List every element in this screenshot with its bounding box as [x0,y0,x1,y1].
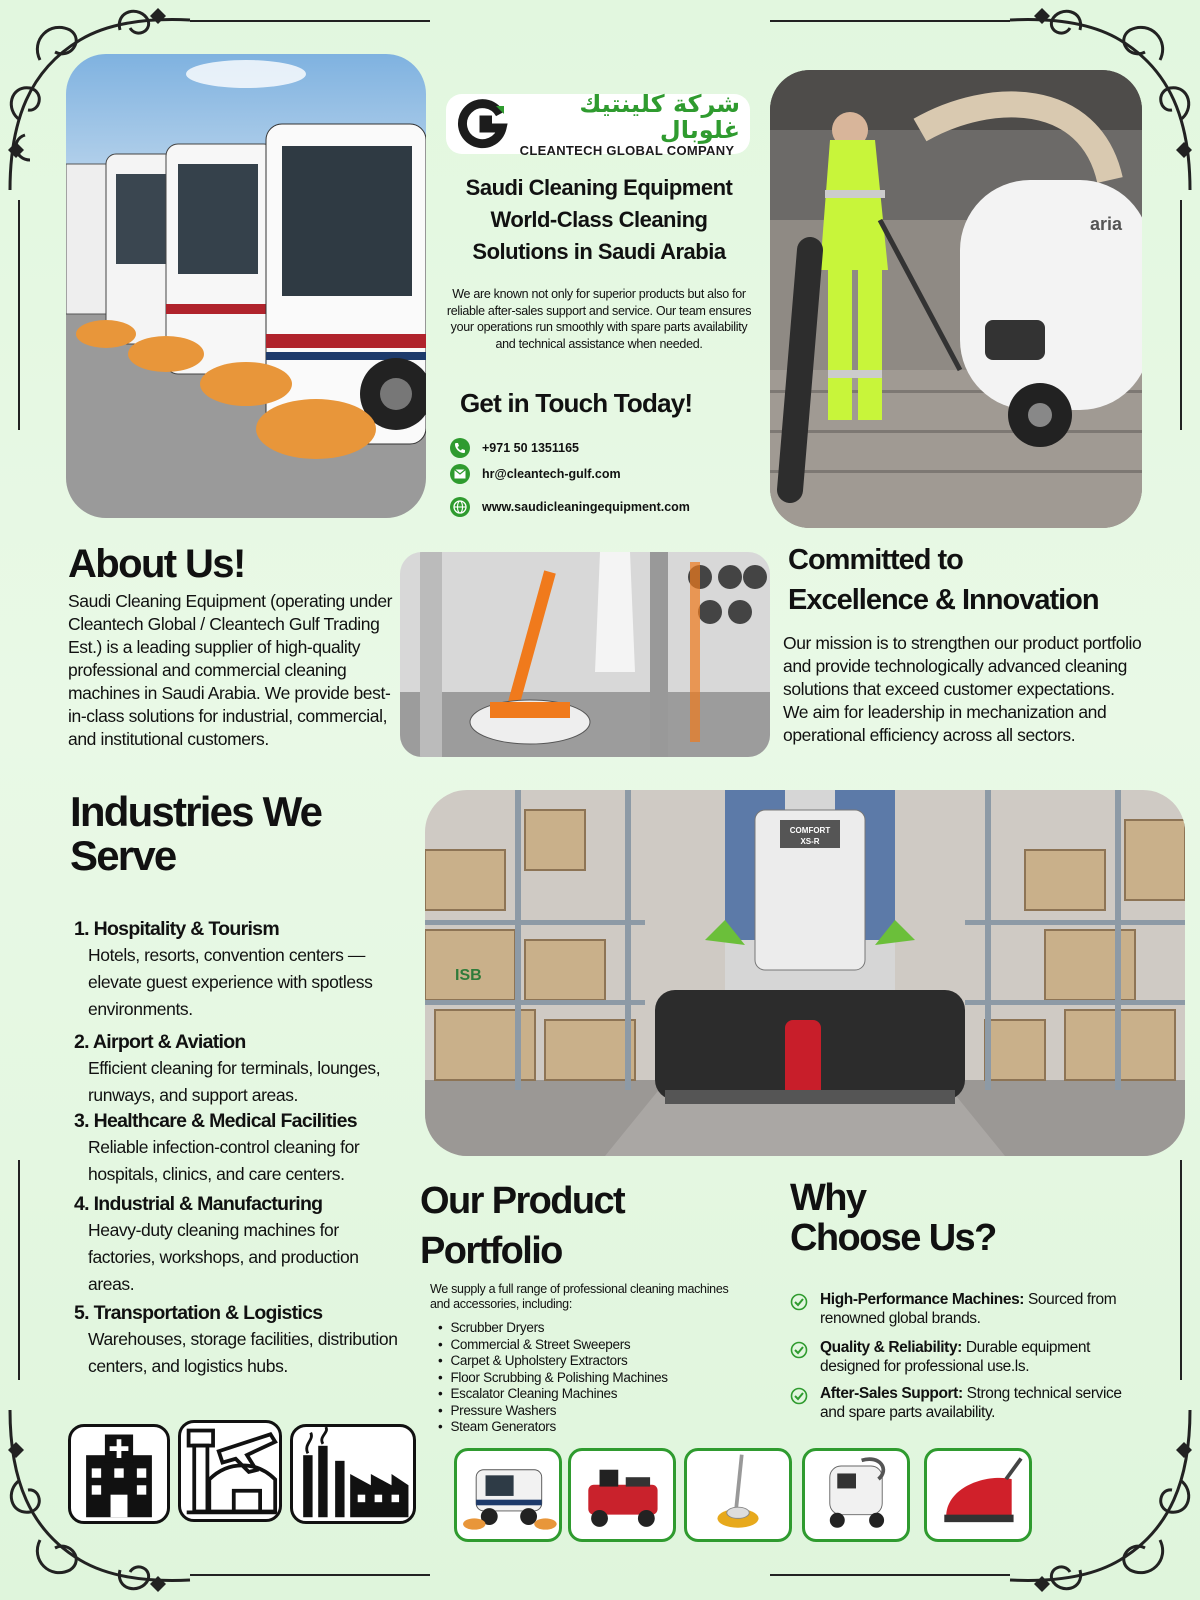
commitment-heading: Committed to Excellence & Innovation [788,544,1099,616]
frame-line-left-top [18,200,20,430]
logo-english-text: CLEANTECH GLOBAL COMPANY [519,142,735,158]
industry-item: 5. Transportation & Logistics Warehouses, storage facilities, distribution centers, and logistics hubs. [74,1302,398,1376]
website-url: www.saudicleaningequipment.com [482,500,690,514]
email-icon [450,464,470,484]
commitment-paragraph: Our mission is to strengthen our product portfolio and provide technologically advanced cleaning solutions that exceed customer expectations. We aim for leadership in mechanization and operational efficiency across all sectors. [783,633,1142,745]
frame-line-top-left [190,20,430,22]
product-thumb-street-sweeper[interactable] [454,1448,562,1542]
portfolio-heading: Our Product Portfolio [420,1180,625,1272]
why-item: High-Performance Machines: Sourced from renowned global brands. [790,1290,1130,1328]
page-title: Saudi Cleaning Equipment World-Class Cleaning Solutions in Saudi Arabia [465,175,733,264]
product-thumb-carpet-sweeper[interactable] [924,1448,1032,1542]
about-heading: About Us! [68,542,245,586]
list-item: • Steam Generators [438,1419,668,1436]
street-sweepers-photo [66,54,426,518]
logo-arabic-text: شركة كلينتيك غلوبال [579,89,740,144]
frame-line-left-bottom [18,1160,20,1380]
list-item: • Scrubber Dryers [438,1320,668,1337]
industry-item: 4. Industrial & Manufacturing Heavy-duty cleaning machines for factories, workshops, and production areas. [74,1193,359,1294]
industry-item: 3. Healthcare & Medical Facilities Reliable infection-control cleaning for hospitals, clinics, and care centers. [74,1110,360,1184]
phone-number: +971 50 1351165 [482,441,579,455]
box-label: ISB [455,967,482,984]
industry-item: 1. Hospitality & Tourism Hotels, resorts, convention centers — elevate guest experience with spotless environments. [74,918,373,1019]
product-thumb-floor-polisher[interactable] [684,1448,792,1542]
warehouse-scrubber-photo [425,790,1185,1156]
contact-email[interactable] [450,464,621,484]
frame-line-bottom-right [770,1574,1010,1576]
gym-scrubber-photo [400,552,770,757]
industries-heading: Industries We Serve [70,788,322,879]
frame-line-bottom-left [190,1574,430,1576]
hospital-icon [68,1424,170,1524]
list-item: • Carpet & Upholstery Extractors [438,1353,668,1370]
product-thumb-ride-on-scrubber[interactable] [568,1448,676,1542]
list-item: • Escalator Cleaning Machines [438,1386,668,1403]
phone-icon [450,438,470,458]
about-paragraph: Saudi Cleaning Equipment (operating under Cleantech Global / Cleantech Gulf Trading Est.) is a leading supplier of high-quality professional and commercial cleaning machines in Saudi Arabia. We provide best-in-class solutions for industrial, commercial, and institutional customers. [68,591,393,749]
product-thumb-vacuum-sweeper[interactable] [802,1448,910,1542]
list-item: • Commercial & Street Sweepers [438,1337,668,1354]
cta-heading: Get in Touch Today! [460,388,693,418]
check-circle-icon [790,1387,808,1405]
list-item: • Floor Scrubbing & Polishing Machines [438,1370,668,1387]
intro-paragraph: We are known not only for superior products but also for reliable after-sales support and service. Our team ensures your operations run smoothly with spare parts availability and technical assistance when needed. [446,287,752,351]
g-logo-icon [456,98,508,150]
frame-line-right-bottom [1180,1160,1182,1380]
industry-item: 2. Airport & Aviation Efficient cleaning for terminals, lounges, runways, and support areas. [74,1031,381,1105]
machine-brand-label: aria [1090,214,1123,234]
frame-line-right-top [1180,200,1182,430]
machine-label-2: XS-R [800,837,820,846]
frame-line-top-right [770,20,1010,22]
check-circle-icon [790,1341,808,1359]
contact-phone[interactable] [450,438,579,458]
why-heading: Why Choose Us? [790,1177,996,1259]
contact-website[interactable] [450,497,690,517]
portfolio-list [438,1320,668,1436]
worker-vacuum-photo [770,70,1142,528]
portfolio-intro: We supply a full range of professional cleaning machines and accessories, including: [430,1282,729,1311]
airport-icon [178,1420,282,1522]
globe-icon [450,497,470,517]
factory-icon [290,1424,416,1524]
why-item: After-Sales Support: Strong technical service and spare parts availability. [790,1384,1130,1422]
check-circle-icon [790,1293,808,1311]
machine-label-1: COMFORT [789,826,831,835]
company-logo [446,89,750,158]
why-item: Quality & Reliability: Durable equipment designed for professional use.ls. [790,1338,1130,1376]
list-item: • Pressure Washers [438,1403,668,1420]
email-address: hr@cleantech-gulf.com [482,467,621,481]
